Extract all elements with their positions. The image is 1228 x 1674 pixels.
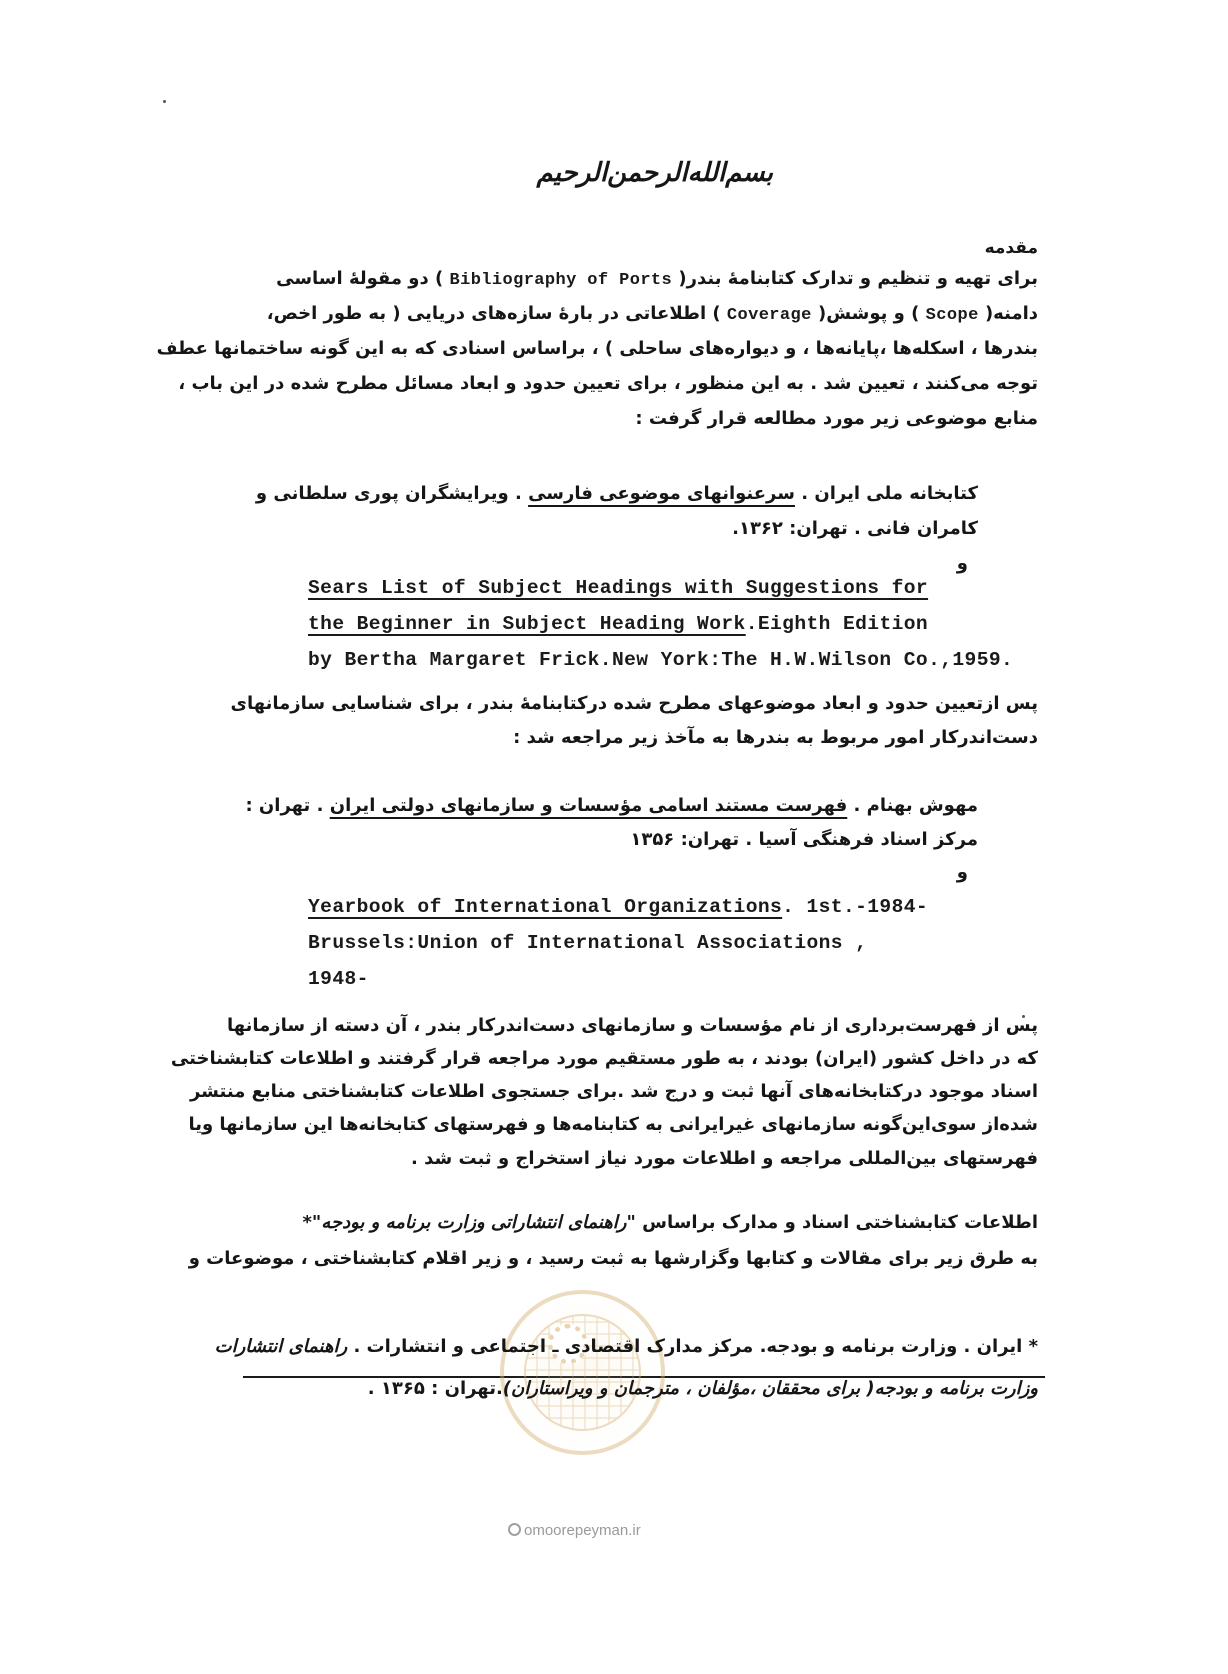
reference-title: Sears List of Subject Headings with Suggestions for <box>308 577 929 599</box>
paragraph-line: دست‌اندرکار امور مربوط به بندرها به مآخذ زیر مراجعه شد : <box>513 727 1038 748</box>
paragraph-line: اطلاعات کتابشناختی اسناد و مدارک براساس "راهنمای انتشاراتی وزارت برنامه و بودجه"* <box>302 1212 1038 1233</box>
intro-line-1: برای تهیه و تنظیم و تدارک کتابنامه‌ٔ بندر( Bibliography of Ports ) دو مقوله‌ٔ اساسی <box>276 268 1038 290</box>
reference-line: Brussels:Union of International Associations , <box>308 932 868 954</box>
reference-line: مهوش بهنام . فهرست مستند اسامی مؤسسات و سازمانهای دولتی ایران . تهران : <box>245 795 978 816</box>
italic-title: وزارت برنامه و بودجه( برای محققان ،مؤلفان ، مترجمان و ویراستاران) <box>502 1378 1038 1399</box>
reference-line: the Beginner in Subject Heading Work.Eighth Edition <box>308 613 929 635</box>
paragraph-line: اسناد موجود درکتابخانه‌های آنها ثبت و درج شد .برای جستجوی اطلاعات کتابشناختی منابع منتشر <box>189 1081 1038 1102</box>
intro-line-4: توجه می‌کنند ، تعیین شد . به این منظور ، برای تعیین حدود و ابعاد مسائل مطرح شده در این باب ، <box>178 373 1038 394</box>
paragraph-line: که در داخل کشور (ایران) بودند ، به طور مستقیم مورد مراجعه قرار گرفتند و اطلاعات کتابشناختی <box>170 1048 1038 1069</box>
paragraph-line: پس ازتعیین حدود و ابعاد موضوعهای مطرح شده درکتابنامه‌ٔ بندر ، برای شناسایی سازمانهای <box>230 693 1038 714</box>
at-sign-icon <box>508 1523 521 1536</box>
paragraph-line: فهرستهای بین‌المللی مراجعه و اطلاعات مورد نیاز استخراج و ثبت شد . <box>411 1148 1038 1169</box>
english-term: Scope <box>925 306 979 325</box>
paragraph-line: شده‌از سوی‌این‌گونه سازمانهای غیرایرانی به کتابنامه‌ها و فهرستهای کتابخانه‌ها این سازمانها ویا <box>188 1114 1038 1135</box>
reference-title: Yearbook of International Organizations <box>308 896 783 918</box>
conjunction: و <box>956 862 968 883</box>
paragraph-line: به طرق زیر برای مقالات و کتابها وگزارشها به ثبت رسید ، و زیر اقلام کتابشناختی ، موضوعات و <box>188 1248 1038 1269</box>
scan-speck <box>163 100 166 103</box>
italic-title: راهنمای انتشارات <box>214 1336 348 1357</box>
watermark <box>508 1522 641 1539</box>
section-heading: مقدمه <box>984 238 1038 258</box>
paragraph-line: پس از فهرست‌برداری از نام مؤسسات و سازمانهای دست‌اندرکار بندر ، آن دسته از سازمانها <box>226 1015 1038 1036</box>
reference-line: Yearbook of International Organizations. 1st.-1984- <box>308 896 929 918</box>
intro-line-2: دامنه( Scope ) و پوشش( Coverage ) اطلاعاتی در باره‌ٔ سازه‌های دریایی ( به طور اخص، <box>266 303 1038 325</box>
english-term: Bibliography of Ports <box>449 271 673 290</box>
reference-line: by Bertha Margaret Frick.New York:The H.W.Wilson Co.,1959. <box>308 649 1014 671</box>
conjunction: و <box>956 553 968 574</box>
intro-line-5: منابع موضوعی زیر مورد مطالعه قرار گرفت : <box>635 408 1038 429</box>
english-term: Coverage <box>726 306 812 325</box>
reference-line: مرکز اسناد فرهنگی آسیا . تهران: ۱۳۵۶ <box>630 829 978 850</box>
library-seal-stamp <box>500 1290 665 1455</box>
page-title: بسم‌الله‌الرحمن‌الرحیم <box>536 158 773 188</box>
reference-title: سرعنوانهای موضوعی فارسی <box>528 483 795 504</box>
reference-line: 1948- <box>308 968 369 990</box>
reference-line: کامران فانی . تهران: ۱۳۶۲. <box>732 518 978 539</box>
footnote-line: * ایران . وزارت برنامه و بودجه. مرکز مدارک اقتصادی ـ اجتماعی و انتشارات . راهنمای انتشارات <box>214 1336 1038 1357</box>
intro-line-3: بندرها ، اسکله‌ها ،پایانه‌ها ، و دیواره‌های ساحلی ) ، براساس اسنادی که به این گونه ساختمانها عطف <box>156 338 1038 359</box>
watermark-text: omoorepeyman.ir <box>524 1522 641 1539</box>
footnote-line: وزارت برنامه و بودجه( برای محققان ،مؤلفان ، مترجمان و ویراستاران).تهران : ۱۳۶۵ . <box>367 1378 1038 1399</box>
reference-title: the Beginner in Subject Heading Work <box>308 613 746 635</box>
reference-line: کتابخانه ملی ایران . سرعنوانهای موضوعی فارسی . ویرایشگران پوری سلطانی و <box>255 483 978 504</box>
italic-title: راهنمای انتشاراتی وزارت برنامه و بودجه <box>321 1212 627 1233</box>
reference-title: فهرست مستند اسامی مؤسسات و سازمانهای دولتی ایران <box>329 795 848 816</box>
